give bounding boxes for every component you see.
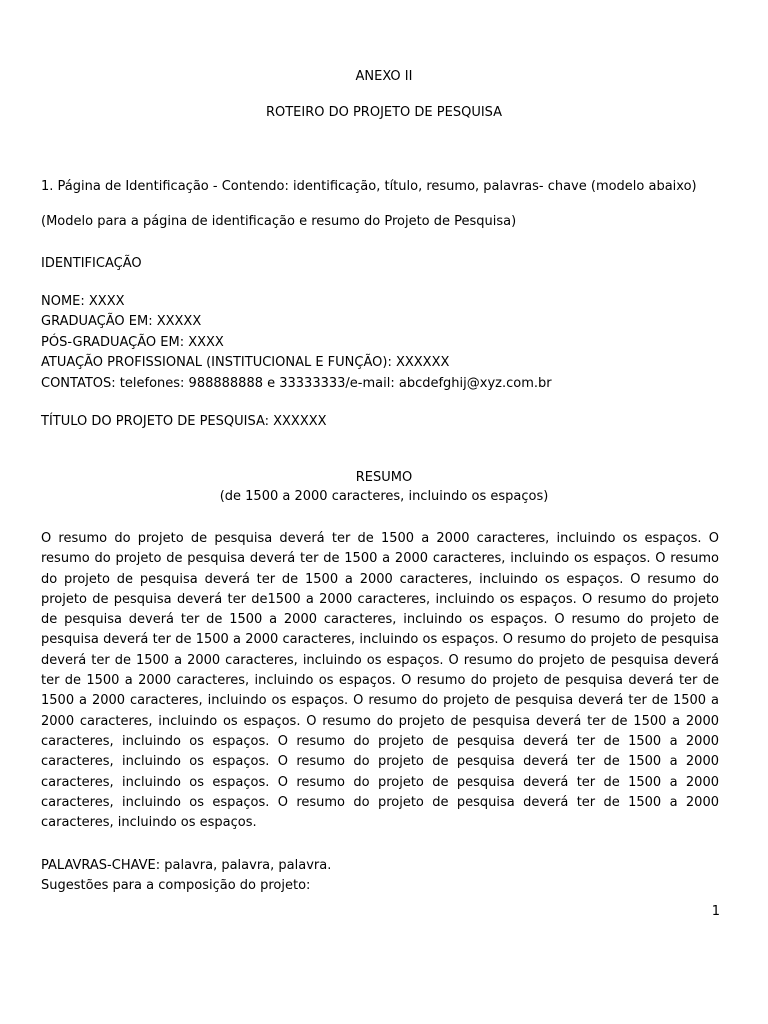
- identification-fields: [41, 292, 552, 394]
- abstract-body: O resumo do projeto de pesquisa deverá ter de 1500 a 2000 caracteres, incluindo os espaços. O resumo do projeto de pesquisa deverá ter de 1500 a 2000 caracteres, incluindo os espaços. O resumo do projeto de pesquisa deverá ter de 1500 a 2000 caracteres, incluindo os espaços. O resumo do projeto de pesquisa deverá ter de1500 a 2000 caracteres, incluindo os espaços. O resumo do projeto de pesquisa deverá ter de 1500 a 2000 caracteres, incluindo os espaços. O resumo do projeto de pesquisa deverá ter de 1500 a 2000 caracteres, incluindo os espaços. O resumo do projeto de pesquisa deverá ter de 1500 a 2000 caracteres, incluindo os espaços. O resumo do projeto de pesquisa deverá ter de 1500 a 2000 caracteres, incluindo os espaços. O resumo do projeto de pesquisa deverá ter de 1500 a 2000 caracteres, incluindo os espaços. O resumo do projeto de pesquisa deverá ter de 1500 a 2000 caracteres, incluindo os espaços. O resumo do projeto de pesquisa deverá ter de 1500 a 2000 caracteres, incluindo os espaços. O resumo do projeto de pesquisa deverá ter de 1500 a 2000 caracteres, incluindo os espaços. O resumo do projeto de pesquisa deverá ter de 1500 a 2000 caracteres, incluindo os espaços. O resumo do projeto de pesquisa deverá ter de 1500 a 2000 caracteres, incluindo os espaços. O resumo do projeto de pesquisa deverá ter de 1500 a 2000 caracteres, incluindo os espaços.: [41, 531, 719, 831]
- abstract-heading: RESUMO: [355, 470, 413, 485]
- section-1-heading: 1. Página de Identificação - Contendo: identificação, título, resumo, palavras- chave (modelo abaixo): [41, 179, 697, 194]
- contacts-field: CONTATOS: telefones: 988888888 e 33333333/e-mail: abcdefghij@xyz.com.br: [41, 375, 552, 391]
- keywords-line: PALAVRAS-CHAVE: palavra, palavra, palavra.: [41, 858, 332, 873]
- identification-heading: IDENTIFICAÇÃO: [41, 256, 142, 271]
- page-number: 1: [711, 904, 720, 919]
- professional-field: ATUAÇÃO PROFISSIONAL (INSTITUCIONAL E FUNÇÃO): XXXXXX: [41, 355, 450, 371]
- annex-label: ANEXO II: [355, 69, 413, 84]
- postgraduation-field: PÓS-GRADUAÇÃO EM: XXXX: [41, 334, 224, 350]
- closing-lines: [41, 856, 331, 897]
- graduation-field: GRADUAÇÃO EM: XXXXX: [41, 314, 202, 330]
- name-field: NOME: XXXX: [41, 294, 125, 309]
- document-title: ROTEIRO DO PROJETO DE PESQUISA: [265, 105, 503, 120]
- model-note: (Modelo para a página de identificação e resumo do Projeto de Pesquisa): [41, 214, 517, 229]
- abstract-subheading: (de 1500 a 2000 caracteres, incluindo os espaços): [219, 489, 549, 504]
- project-title-field: TÍTULO DO PROJETO DE PESQUISA: XXXXXX: [41, 414, 327, 429]
- suggestions-line: Sugestões para a composição do projeto:: [41, 878, 311, 894]
